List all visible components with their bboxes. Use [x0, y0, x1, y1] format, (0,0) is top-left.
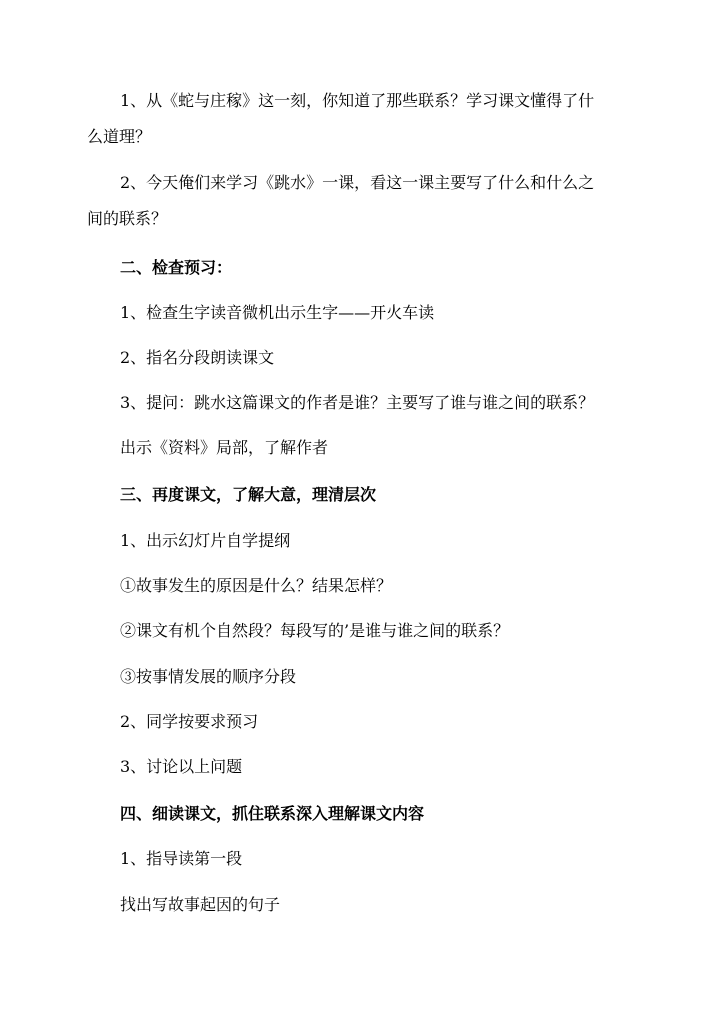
paragraph-4: 2、指名分段朗读课文 [120, 348, 275, 367]
paragraph-2-line-1: 2、今天俺们来学习《跳水》一课，看这一课主要写了什么和什么之 [120, 173, 595, 192]
paragraph-14: 找出写故事起因的句子 [120, 895, 281, 914]
section-heading-4: 四、细读课文，抓住联系深入理解课文内容 [120, 804, 425, 823]
paragraph-11: 2、同学按要求预习 [120, 712, 259, 731]
paragraph-3: 1、检查生字读音微机出示生字——开火车读 [120, 303, 435, 322]
paragraph-8: ①故事发生的原因是什么？结果怎样？ [120, 576, 393, 595]
paragraph-6: 出示《资料》局部，了解作者 [120, 438, 329, 457]
paragraph-2-line-2: 间的联系？ [87, 209, 168, 228]
paragraph-13: 1、指导读第一段 [120, 849, 243, 868]
section-heading-2: 二、检查预习： [120, 258, 233, 277]
paragraph-1-line-2: 么道理？ [87, 127, 152, 146]
paragraph-9: ②课文有机个自然段？每段写的’是谁与谁之间的联系？ [120, 621, 510, 640]
section-heading-3: 三、再度课文，了解大意，理清层次 [120, 485, 377, 504]
paragraph-12: 3、讨论以上问题 [120, 757, 243, 776]
paragraph-1-line-1: 1、从《蛇与庄稼》这一刻，你知道了那些联系？学习课文懂得了什 [120, 91, 595, 110]
paragraph-7: 1、出示幻灯片自学提纲 [120, 531, 291, 550]
paragraph-10: ③按事情发展的顺序分段 [120, 667, 297, 686]
paragraph-5: 3、提问：跳水这篇课文的作者是谁？主要写了谁与谁之间的联系？ [120, 393, 595, 412]
